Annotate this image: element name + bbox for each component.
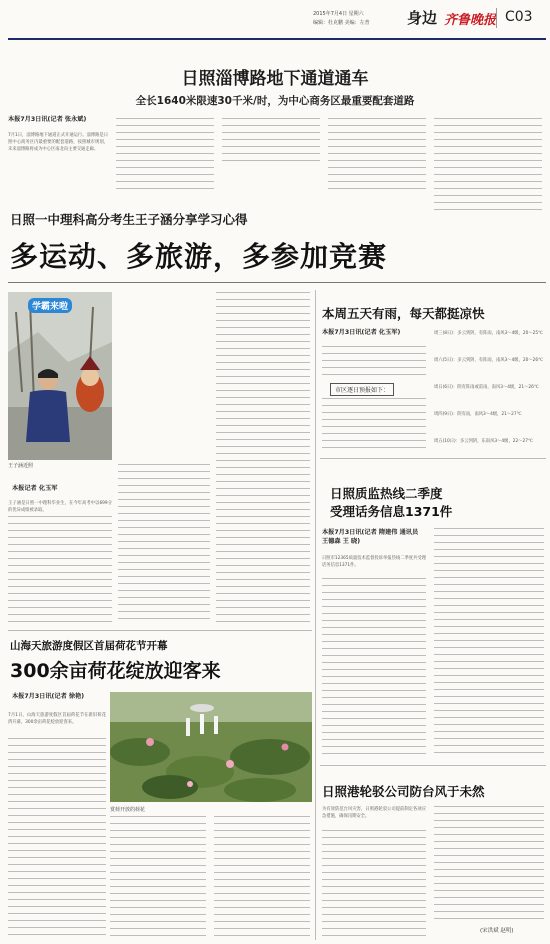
article-6-byline: (宋洪斌 赵明) <box>480 928 514 934</box>
article-4-headline-2: 受理话务信息1371件 <box>330 504 453 519</box>
article-5-dateline <box>12 692 104 701</box>
header-rule <box>8 38 546 40</box>
editor-line: 编辑：杜克鹏 美编：左普 <box>313 20 370 26</box>
lotus-photo <box>110 692 312 802</box>
student-photo <box>8 292 112 460</box>
paper-logo: 齐鲁晚报 <box>444 13 497 28</box>
article-2-kicker: 日照一中理科高分考生王子涵分享学习心得 <box>10 212 248 227</box>
divider-weather <box>320 458 546 459</box>
forecast-list <box>434 330 544 462</box>
article-3-dateline <box>322 328 422 337</box>
article-3-dateline-text: 本报7月3日讯(记者 化玉军) <box>322 329 401 336</box>
article-5-col-1 <box>8 738 106 938</box>
forecast-item: 周六(5日)：多云到阴，有阵雨，南风3～4级，20～26℃ <box>434 358 543 363</box>
article-2-dateline-text: 本报记者 化玉军 <box>12 485 58 492</box>
article-1-col-4 <box>328 118 426 190</box>
article-5-col-2 <box>110 816 206 938</box>
article-2-col-3 <box>216 292 310 624</box>
article-2-headline: 多运动、多旅游，多参加竞赛 <box>10 240 388 273</box>
article-1-dateline <box>8 115 108 124</box>
article-6-headline: 日照港轮驳公司防台风于未然 <box>322 784 485 799</box>
article-6-col-2 <box>434 806 544 924</box>
article-1-col-3 <box>222 118 320 166</box>
xueba-logo <box>28 298 72 313</box>
article-2-dateline <box>12 484 57 493</box>
article-5-kicker: 山海天旅游度假区首届荷花节开幕 <box>10 640 168 652</box>
forecast-item: 周日(6日)：阴有阵雨或雷雨，南风3～4级，21～26℃ <box>434 385 539 390</box>
lotus-photo-caption: 赏荷开放的荷花 <box>110 807 146 813</box>
article-5-col-3 <box>214 816 310 938</box>
article-1-body: 7月1日，淄博路地下通道正式开通运行。淄博路是日照中心商务区内最重要的配套道路，按照城市规划，未来淄博路将成为中心区南北向主要交通走廊。 <box>8 133 108 153</box>
article-4-col-2 <box>434 528 544 758</box>
divider-vertical-1 <box>315 290 316 940</box>
article-4-dateline-text: 本报7月3日讯(记者 隋建伟 通讯员 王德森 王 晓) <box>322 529 419 545</box>
article-3-headline: 本周五天有雨，每天都挺凉快 <box>322 306 485 321</box>
article-5-body: 7月1日，山海天旅游度假区首届荷花节在新旧荷花湾开幕，300余亩荷花绽放迎客来。 <box>8 713 106 726</box>
article-2-col-1 <box>8 516 112 624</box>
article-4-col-1 <box>322 578 426 758</box>
article-1-headline: 日照淄博路地下通道通车 <box>181 69 369 89</box>
article-3-body <box>322 346 426 380</box>
divider-lotus-top <box>8 630 312 631</box>
article-2-rule <box>8 282 546 283</box>
xueba-logo-text: 学霸来啦 <box>32 302 69 312</box>
article-2-col-2 <box>118 464 210 624</box>
page-number: C03 <box>505 9 533 25</box>
article-4-dateline <box>322 528 426 546</box>
article-4-headline: 日照质监热线二季度 <box>330 486 443 501</box>
divider-hotline <box>320 765 546 766</box>
article-3-body-2 <box>322 398 426 450</box>
forecast-item: 周五(10日)：多云到阴，东南风3～4级，22～27℃ <box>434 439 533 444</box>
forecast-label: 市区逐日预报如下： <box>335 387 390 394</box>
article-6-body: 为有效防范台风灾害，日照港轮驳公司提前制定各项应急措施，确保汛期安全。 <box>322 807 426 820</box>
date-line: 2015年7月4日 星期六 <box>313 11 364 17</box>
article-5-dateline-text: 本报7月3日讯(记者 徐艳) <box>12 693 85 700</box>
article-2-body: 王子涵是日照一中理科毕业生，在今年高考中以699分的优异成绩被录取。 <box>8 501 112 514</box>
article-1-col-2 <box>116 118 214 190</box>
forecast-item: 周四(9日)：阴有雨，南风3～4级，21～27℃ <box>434 412 522 417</box>
article-6-col-1 <box>322 830 426 938</box>
student-photo-caption: 王子涵近照 <box>8 463 34 469</box>
forecast-label-box <box>330 383 394 396</box>
forecast-item: 周三(8日)：多云到阴，有阵雨，南风3～4级，20～25℃ <box>434 331 543 336</box>
article-1-dateline-text: 本报7月3日讯(记者 张永斌) <box>8 116 87 123</box>
article-4-body: 日照市12365质量技术监督投诉举报热线二季度共受理话务信息1371件。 <box>322 556 426 569</box>
section-title: 身边 <box>407 9 438 27</box>
header-divider <box>496 8 497 28</box>
article-1-subhead: 全长1640米限速30千米/时，为中心商务区最重要配套道路 <box>135 95 415 107</box>
article-5-headline: 300余亩荷花绽放迎客来 <box>10 660 221 682</box>
article-1-col-5 <box>434 118 542 212</box>
masthead <box>0 0 550 40</box>
